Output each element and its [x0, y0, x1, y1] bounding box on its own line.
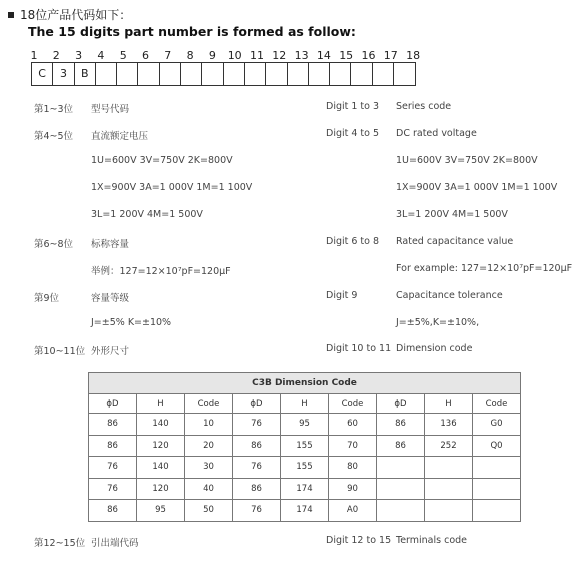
spec-cn-text: 3L=1 200V 4M=1 500V	[91, 209, 203, 220]
digit-number: 1	[30, 49, 38, 62]
table-cell: 20	[185, 435, 233, 457]
spec-cn-text: 标称容量	[91, 239, 130, 250]
digit-number: 17	[383, 49, 398, 62]
table-cell: 140	[137, 457, 185, 479]
table-cell: 155	[281, 457, 329, 479]
spec-en-text: Terminals code	[396, 535, 468, 546]
table-row	[89, 435, 521, 457]
table-cell: 174	[281, 500, 329, 522]
table-cell: 70	[329, 435, 377, 457]
spec-cn-label: 第6~8位	[34, 239, 74, 250]
digit-box	[245, 63, 266, 85]
digit-number: 12	[272, 49, 287, 62]
table-cell: 86	[377, 435, 425, 457]
spec-en-text: 1U=600V 3V=750V 2K=800V	[396, 155, 538, 166]
digit-box	[266, 63, 287, 85]
table-cell: 155	[281, 435, 329, 457]
digit-box	[288, 63, 309, 85]
digit-box	[138, 63, 159, 85]
table-row	[89, 457, 521, 479]
table-cell: 76	[89, 457, 137, 479]
table-cell: 86	[89, 500, 137, 522]
heading-cn-text: 18位产品代码如下：	[20, 8, 132, 22]
table-cell: 30	[185, 457, 233, 479]
digit-number: 11	[250, 49, 264, 62]
table-cell: 86	[233, 478, 281, 500]
digit-number: 4	[97, 49, 105, 62]
spec-cn-text: 1X=900V 3A=1 000V 1M=1 100V	[91, 182, 253, 193]
digit-number: 5	[119, 49, 127, 62]
bullet-square-icon	[8, 12, 14, 18]
spec-cn-text: 引出端代码	[91, 538, 139, 549]
table-cell: 76	[233, 500, 281, 522]
column-header: H	[137, 394, 185, 414]
table-cell: 76	[233, 414, 281, 436]
spec-cn-label: 第9位	[34, 293, 60, 304]
table-cell	[473, 457, 521, 479]
table-row	[89, 500, 521, 522]
table-cell	[425, 478, 473, 500]
column-header: Code	[329, 394, 377, 414]
table-cell	[473, 500, 521, 522]
table-cell: 252	[425, 435, 473, 457]
table-cell	[425, 457, 473, 479]
spec-cn-text: 1U=600V 3V=750V 2K=800V	[91, 155, 233, 166]
spec-en-text: DC rated voltage	[396, 128, 477, 139]
spec-en-label: Digit 12 to 15	[326, 535, 392, 546]
table-cell: 60	[329, 414, 377, 436]
digit-number: 18	[406, 49, 421, 62]
table-cell: 120	[137, 435, 185, 457]
table-cell: 86	[89, 414, 137, 436]
spec-cn-text: 举例：127=12×10⁷pF=120μF	[91, 266, 231, 277]
spec-en-label: Digit 9	[326, 290, 358, 301]
spec-en-text: Dimension code	[396, 343, 473, 354]
spec-cn-label: 第4~5位	[34, 131, 74, 142]
digit-box: C	[32, 63, 53, 85]
table-cell: 50	[185, 500, 233, 522]
table-title: C3B Dimension Code	[89, 373, 521, 394]
digit-box	[224, 63, 245, 85]
table-cell: 174	[281, 478, 329, 500]
digit-number: 6	[142, 49, 149, 62]
column-header: ϕD	[89, 394, 137, 414]
table-cell: G0	[473, 414, 521, 436]
digit-number-row	[28, 49, 428, 63]
digit-number: 2	[52, 49, 60, 62]
column-header: H	[281, 394, 329, 414]
digit-number: 3	[75, 49, 83, 62]
digit-box	[96, 63, 117, 85]
table-cell: 76	[89, 478, 137, 500]
spec-en-label: Digit 6 to 8	[326, 236, 380, 247]
digit-box	[181, 63, 202, 85]
spec-en-text: J=±5%,K=±10%,	[396, 317, 480, 328]
table-cell: Q0	[473, 435, 521, 457]
digit-number: 8	[186, 49, 194, 62]
table-cell: 90	[329, 478, 377, 500]
table-cell: 86	[377, 414, 425, 436]
table-cell: 40	[185, 478, 233, 500]
table-cell	[473, 478, 521, 500]
table-cell: 10	[185, 414, 233, 436]
table-row	[89, 414, 521, 436]
digit-number: 10	[227, 49, 242, 62]
column-header: Code	[185, 394, 233, 414]
table-cell: 95	[281, 414, 329, 436]
digit-box	[394, 63, 415, 85]
digit-box	[330, 63, 351, 85]
table-cell: 140	[137, 414, 185, 436]
column-header: ϕD	[377, 394, 425, 414]
dimension-code-table	[88, 372, 521, 522]
column-header: Code	[473, 394, 521, 414]
heading-cn	[8, 6, 131, 23]
spec-cn-text: 外形尺寸	[91, 346, 130, 357]
table-cell: 95	[137, 500, 185, 522]
table-cell: 86	[89, 435, 137, 457]
digit-box	[160, 63, 181, 85]
spec-cn-text: 直流额定电压	[91, 131, 149, 142]
digit-box: 3	[53, 63, 74, 85]
digit-box: B	[75, 63, 96, 85]
digit-number: 16	[361, 49, 376, 62]
spec-en-text: Series code	[396, 101, 452, 112]
spec-en-text: Rated capacitance value	[396, 236, 514, 247]
column-header: H	[425, 394, 473, 414]
digit-number: 13	[294, 49, 309, 62]
table-cell: 76	[233, 457, 281, 479]
digit-number: 7	[164, 49, 172, 62]
column-header: ϕD	[233, 394, 281, 414]
table-cell: 80	[329, 457, 377, 479]
spec-en-text: For example: 127=12×10⁷pF=120μF	[396, 263, 573, 274]
spec-cn-label: 第10~11位	[34, 346, 86, 357]
digit-box	[373, 63, 394, 85]
spec-cn-label: 第12~15位	[34, 538, 86, 549]
digit-box-row	[31, 62, 416, 86]
heading-en: The 15 digits part number is formed as follow:	[28, 24, 356, 39]
table-cell	[377, 478, 425, 500]
table-cell	[377, 500, 425, 522]
digit-box	[202, 63, 223, 85]
table-cell: A0	[329, 500, 377, 522]
digit-number: 9	[208, 49, 216, 62]
spec-en-text: 3L=1 200V 4M=1 500V	[396, 209, 508, 220]
digit-number: 14	[316, 49, 331, 62]
spec-en-text: Capacitance tolerance	[396, 290, 503, 301]
digit-number: 15	[339, 49, 354, 62]
table-cell: 136	[425, 414, 473, 436]
spec-cn-text: 容量等级	[91, 293, 130, 304]
digit-box	[309, 63, 330, 85]
digit-box	[351, 63, 372, 85]
spec-en-label: Digit 10 to 11	[326, 343, 392, 354]
digit-box	[117, 63, 138, 85]
spec-cn-label: 第1~3位	[34, 104, 74, 115]
table-cell	[425, 500, 473, 522]
spec-cn-text: 型号代码	[91, 104, 130, 115]
table-row	[89, 478, 521, 500]
spec-en-label: Digit 1 to 3	[326, 101, 380, 112]
table-cell: 120	[137, 478, 185, 500]
spec-cn-text: J=±5% K=±10%	[91, 317, 172, 328]
spec-en-text: 1X=900V 3A=1 000V 1M=1 100V	[396, 182, 558, 193]
table-cell: 86	[233, 435, 281, 457]
spec-en-label: Digit 4 to 5	[326, 128, 380, 139]
table-cell	[377, 457, 425, 479]
